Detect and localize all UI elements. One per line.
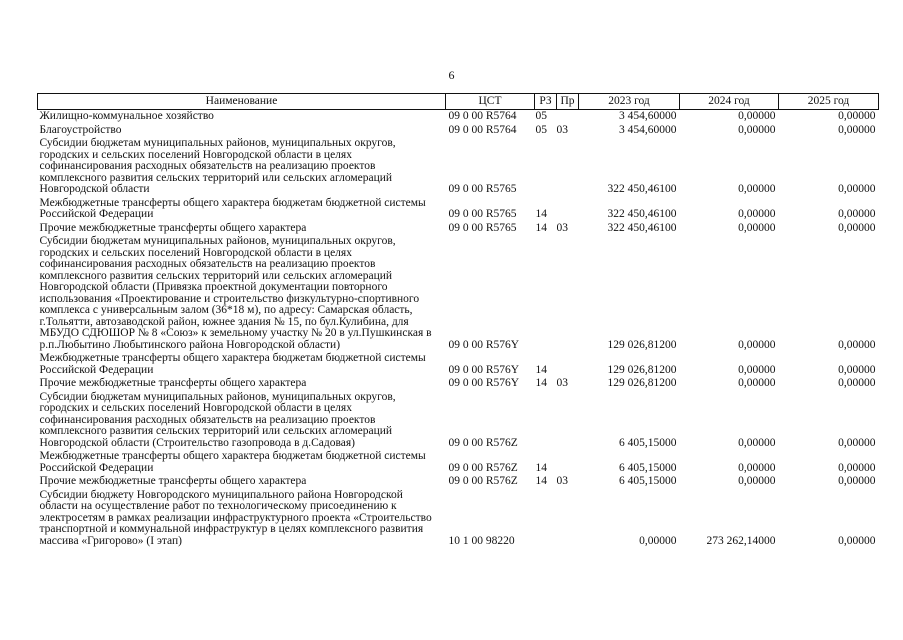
cell-pr	[557, 137, 579, 197]
cell-pr: 03	[556, 475, 568, 487]
cell-rz	[535, 391, 557, 451]
cell-2024: 0,00000	[738, 208, 776, 220]
table-row	[38, 137, 879, 197]
cell-name: Субсидии бюджетам муниципальных районов, муниципальных округов, городских и сельских поселений Новгородской области в целях софинансирования расходных обязательств на реализацию проектов комплексного развития сельских территорий или сельских агломераций Новгородской области	[39, 137, 396, 195]
header-name: Наименование	[38, 94, 446, 110]
cell-cst: 09 0 00 R5764	[448, 110, 517, 122]
cell-name: Межбюджетные трансферты общего характера бюджетам бюджетной системы Российской Федерации	[39, 196, 426, 220]
cell-2023: 3 454,60000	[619, 123, 677, 136]
cell-2023: 322 450,46100	[607, 221, 677, 234]
cell-2025: 0,00000	[838, 461, 876, 474]
header-rz: РЗ	[535, 94, 557, 110]
cell-cst: 09 0 00 R5765	[448, 221, 517, 234]
cell-2024: 0,00000	[738, 123, 776, 136]
cell-2025: 0,00000	[838, 475, 876, 487]
cell-pr	[557, 489, 579, 549]
cell-cst: 09 0 00 R576Z	[448, 475, 518, 487]
cell-pr	[557, 110, 579, 124]
cell-rz	[535, 235, 557, 352]
header-cst: ЦСТ	[446, 94, 535, 110]
cell-2023: 6 405,15000	[619, 475, 677, 487]
cell-pr	[557, 450, 579, 475]
table-body	[38, 110, 879, 549]
cell-2024: 0,00000	[738, 436, 776, 449]
cell-2023: 129 026,81200	[607, 363, 677, 376]
cell-2024: 0,00000	[738, 363, 776, 376]
table-row	[38, 197, 879, 222]
cell-2025: 0,00000	[838, 363, 876, 376]
cell-cst: 10 1 00 98220	[448, 534, 515, 547]
cell-name: Межбюджетные трансферты общего характера бюджетам бюджетной системы Российской Федерации	[39, 352, 426, 376]
cell-2024: 0,00000	[738, 475, 776, 487]
cell-rz: 14	[535, 475, 547, 487]
cell-rz: 14	[535, 377, 547, 389]
cell-2025: 0,00000	[838, 123, 876, 136]
table-row	[38, 235, 879, 352]
budget-table	[37, 93, 879, 548]
cell-2024: 273 262,14000	[706, 534, 776, 547]
cell-2025: 0,00000	[838, 436, 876, 449]
table-header	[38, 94, 879, 110]
header-2024: 2024 год	[680, 94, 779, 110]
cell-2025: 0,00000	[838, 110, 876, 122]
cell-2023: 0,00000	[639, 534, 677, 547]
cell-rz: 14	[535, 363, 547, 376]
cell-pr: 03	[556, 377, 568, 389]
header-pr: Пр	[557, 94, 579, 110]
cell-cst: 09 0 00 R5765	[448, 208, 517, 220]
cell-cst: 09 0 00 R576Y	[448, 338, 520, 351]
table-row	[38, 110, 879, 124]
cell-pr: 03	[556, 123, 568, 136]
page-number: 6	[448, 68, 455, 82]
cell-2024: 0,00000	[738, 377, 776, 389]
table-row	[38, 475, 879, 489]
cell-rz: 05	[535, 110, 547, 122]
cell-pr	[557, 197, 579, 222]
cell-rz	[535, 489, 557, 549]
cell-name: Благоустройство	[39, 123, 122, 136]
cell-pr	[557, 391, 579, 451]
cell-2023: 322 450,46100	[607, 208, 677, 220]
cell-name: Прочие межбюджетные трансферты общего характера	[39, 377, 307, 389]
cell-pr	[557, 352, 579, 377]
cell-cst: 09 0 00 R576Z	[448, 436, 518, 449]
cell-2024: 0,00000	[738, 461, 776, 474]
cell-rz: 14	[535, 208, 547, 220]
cell-cst: 09 0 00 R576Y	[448, 377, 520, 389]
table-row	[38, 391, 879, 451]
table-row	[38, 222, 879, 236]
cell-2025: 0,00000	[838, 377, 876, 389]
cell-2025: 0,00000	[838, 534, 876, 547]
cell-2024: 0,00000	[738, 338, 776, 351]
cell-name: Прочие межбюджетные трансферты общего характера	[39, 475, 307, 487]
cell-2024: 0,00000	[738, 110, 776, 122]
cell-pr: 03	[556, 221, 568, 234]
cell-2025: 0,00000	[838, 338, 876, 351]
header-2023: 2023 год	[579, 94, 680, 110]
cell-cst: 09 0 00 R576Z	[448, 461, 518, 474]
cell-name: Субсидии бюджетам муниципальных районов, муниципальных округов, городских и сельских поселений Новгородской области в целях софинансирования расходных обязательств на реализацию проектов комплексного развития сельских территорий или сельских агломераций Новгородской области (Привязка проектной документации повторного использования «Проектирование и строительство физкультурно-спортивного комплекса с универсальным залом (36*18 м), по адресу: Самарская область, г.Тольятти, автозаводской район, южнее здания № 15, по бул.Кулибина, для МБУДО СДЮШОР № 8 «Союз» к земельному участку № 20 в ул.Пушкинская в р.п.Любытино Любытинского района Новгородской области)	[39, 235, 432, 351]
cell-rz: 14	[535, 461, 547, 474]
cell-rz	[535, 137, 557, 197]
cell-rz: 05	[535, 123, 547, 136]
cell-2025: 0,00000	[838, 208, 876, 220]
table-row	[38, 124, 879, 138]
cell-2024: 0,00000	[738, 221, 776, 234]
table-row	[38, 377, 879, 391]
cell-cst: 09 0 00 R576Y	[448, 363, 520, 376]
table-row	[38, 352, 879, 377]
cell-2023: 6 405,15000	[619, 461, 677, 474]
cell-cst: 09 0 00 R5765	[448, 183, 517, 195]
cell-2023: 322 450,46100	[607, 183, 677, 195]
cell-rz: 14	[535, 221, 547, 234]
table-row	[38, 489, 879, 549]
cell-name: Жилищно-коммунальное хозяйство	[39, 110, 214, 122]
cell-2024: 0,00000	[738, 183, 776, 195]
header-row	[38, 94, 879, 110]
cell-2025: 0,00000	[838, 183, 876, 195]
cell-2023: 6 405,15000	[619, 436, 677, 449]
cell-2023: 129 026,81200	[607, 338, 677, 351]
cell-2025: 0,00000	[838, 221, 876, 234]
cell-pr	[557, 235, 579, 352]
cell-name: Субсидии бюджетам муниципальных районов, муниципальных округов, городских и сельских поселений Новгородской области в целях софинансирования расходных обязательств на реализацию проектов комплексного развития сельских территорий или сельских агломераций Новгородской области (Строительство газопровода в д.Садовая)	[39, 390, 396, 449]
cell-name: Межбюджетные трансферты общего характера бюджетам бюджетной системы Российской Федерации	[39, 450, 426, 474]
cell-name: Субсидии бюджету Новгородского муниципального района Новгородской области на осуществление работ по технологическому присоединению к электросетям в рамках реализации инфраструктурного проекта «Строительство транспортной и коммунальной инфраструктур в целях комплексного развития массива «Григорово» (I этап)	[39, 488, 432, 547]
header-2025: 2025 год	[779, 94, 879, 110]
cell-cst: 09 0 00 R5764	[448, 123, 517, 136]
table-row	[38, 450, 879, 475]
cell-2023: 3 454,60000	[619, 110, 677, 122]
cell-2023: 129 026,81200	[607, 377, 677, 389]
cell-name: Прочие межбюджетные трансферты общего характера	[39, 221, 307, 234]
